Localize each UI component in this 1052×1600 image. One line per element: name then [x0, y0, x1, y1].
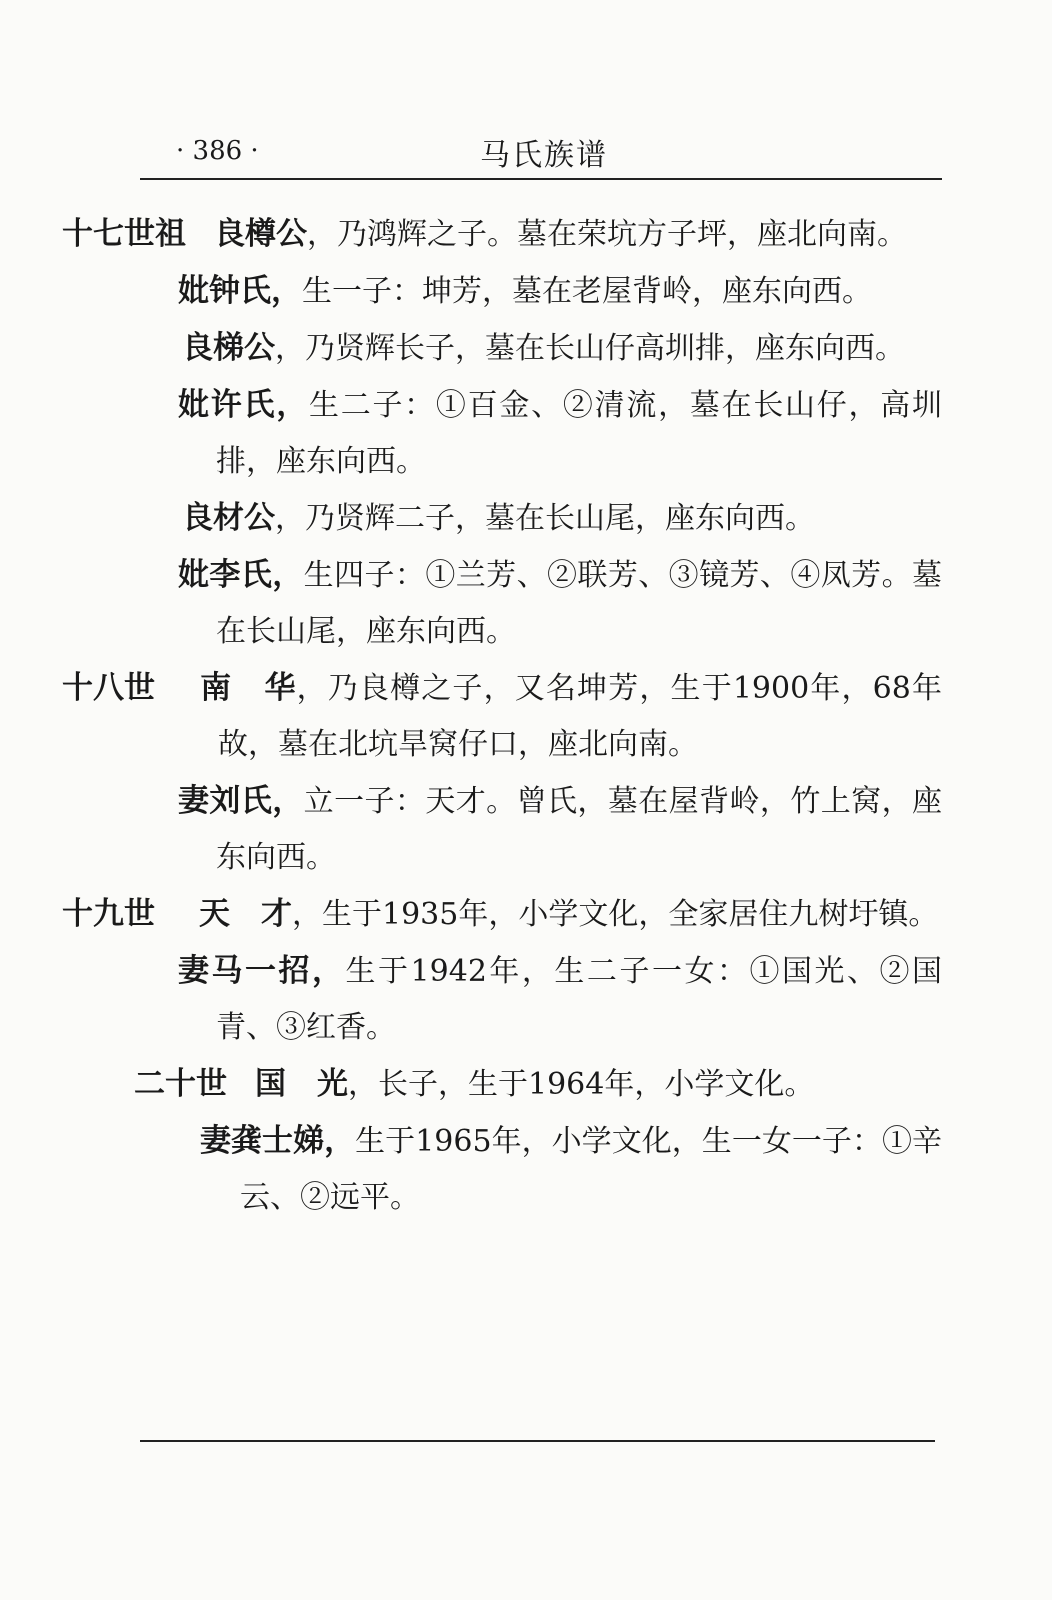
entry-tian-cai: 十九世 天 才，生于1935年，小学文化，全家居住九树圩镇。 [62, 896, 939, 932]
header-rule [140, 178, 942, 180]
running-header [140, 130, 940, 174]
entry-li-shi: 妣李氏，生四子：①兰芳、②联芳、③镜芳、④凤芳。墓在长山尾，座东向西。 [178, 557, 943, 649]
entry-nan-hua: 十八世 南 华，乃良樽之子，又名坤芳，生于1900年，68年故，墓在北坑旱窝仔口，座北向南。 [62, 670, 942, 762]
entry-liu-shi: 妻刘氏，立一子：天才。曾氏，墓在屋背岭，竹上窝，座东向西。 [178, 783, 943, 875]
entry-liang-ti: 良梯公，乃贤辉长子，墓在长山仔高圳排，座东向西。 [182, 330, 905, 366]
genealogy-body [62, 206, 943, 1226]
entry-zhong-shi: 妣钟氏，生一子：坤芳，墓在老屋背岭，座东向西。 [178, 273, 872, 309]
entry-ma-yizhao: 妻马一招，生于1942年，生二子一女：①国光、②国青、③红香。 [178, 953, 943, 1045]
page-number: · 386 · [176, 136, 259, 166]
entry-guo-guang: 二十世 国 光，长子，生于1964年，小学文化。 [134, 1066, 815, 1102]
entry-xu-shi: 妣许氏，生二子：①百金、②清流，墓在长山仔，高圳排，座东向西。 [178, 387, 943, 479]
book-title: 马氏族谱 [480, 138, 608, 173]
entry-gong-shidi: 妻龚士娣，生于1965年，小学文化，生一女一子：①辛云、②远平。 [200, 1123, 942, 1215]
entry-liang-zun: 十七世祖 良樽公，乃鸿辉之子。墓在荣坑方子坪，座北向南。 [62, 216, 907, 252]
entry-liang-cai: 良材公，乃贤辉二子，墓在长山尾，座东向西。 [182, 500, 815, 536]
footer-rule [140, 1440, 935, 1442]
